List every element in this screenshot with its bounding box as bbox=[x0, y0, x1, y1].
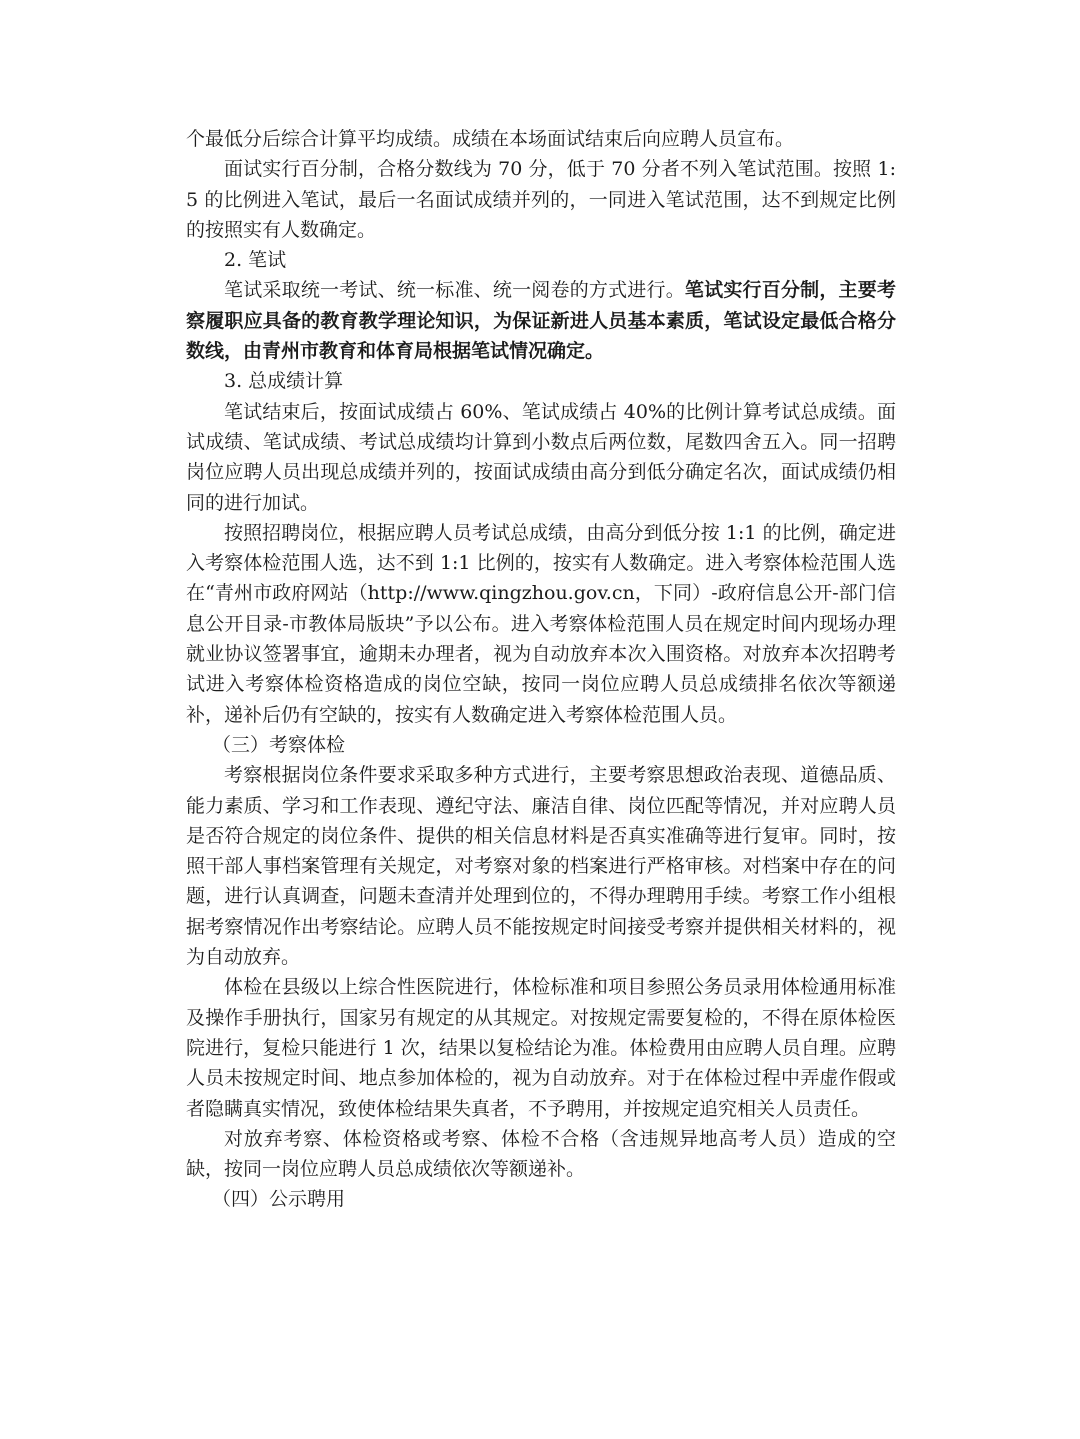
written-exam-method: 笔试采取统一考试、统一标准、统一阅卷的方式进行。 bbox=[224, 279, 685, 302]
heading-publicity-hiring: （四）公示聘用 bbox=[212, 1188, 346, 1211]
paragraph-inspection-candidates: 按照招聘岗位，根据应聘人员考试总成绩，由高分到低分按 1:1 的比例，确定进入考察体检范围人选，达不到 1:1 比例的，按实有人数确定。进入考察体检范围人选在“青州市政府网站（http://www.qingzhou.gov.cn，下同）-政府信息公开-部门信息公开目录-市教体局版块”予以公布。进入考察体检范围人员在规定时间内现场办理就业协议签署事宜，逾期未办理者，视为自动放弃本次入围资格。对放弃本次招聘考试进入考察体检资格造成的岗位空缺，按同一岗位应聘人员总成绩排名依次等额递补，递补后仍有空缺的，按实有人数确定进入考察体检范围人员。 bbox=[186, 521, 896, 726]
paragraph-medical-exam: 体检在县级以上综合性医院进行，体检标准和项目参照公务员录用体检通用标准及操作手册执行，国家另有规定的从其规定。对按规定需要复检的，不得在原体检医院进行，复检只能进行 1 次，结果以复检结论为准。体检费用由应聘人员自理。应聘人员未按规定时间、地点参加体检的，视为自动放弃。对于在体检过程中弄虚作假或者隐瞒真实情况，致使体检结果失真者，不予聘用，并按规定追究相关人员责任。 bbox=[186, 976, 896, 1120]
paragraph-total-score: 笔试结束后，按面试成绩占 60%、笔试成绩占 40%的比例计算考试总成绩。面试成绩、笔试成绩、考试总成绩均计算到小数点后两位数，尾数四舍五入。同一招聘岗位应聘人员出现总成绩并列的，按面试成绩由高分到低分确定名次，面试成绩仍相同的进行加试。 bbox=[186, 400, 896, 514]
paragraph-inspection: 考察根据岗位条件要求采取多种方式进行，主要考察思想政治表现、道德品质、能力素质、学习和工作表现、遵纪守法、廉洁自律、岗位匹配等情况，并对应聘人员是否符合规定的岗位条件、提供的相关信息材料是否真实准确等进行复审。同时，按照干部人事档案管理有关规定，对考察对象的档案进行严格审核。对档案中存在的问题，进行认真调查，问题未查清并处理到位的，不得办理聘用手续。考察工作小组根据考察情况作出考察结论。应聘人员不能按规定时间接受考察并提供相关材料的，视为自动放弃。 bbox=[186, 764, 896, 969]
heading-total-score: 3. 总成绩计算 bbox=[224, 370, 344, 393]
paragraph-vacancy-fill: 对放弃考察、体检资格或考察、体检不合格（含违规异地高考人员）造成的空缺，按同一岗位应聘人员总成绩依次等额递补。 bbox=[186, 1127, 896, 1181]
heading-written-exam: 2. 笔试 bbox=[224, 249, 287, 272]
paragraph-interview-average: 个最低分后综合计算平均成绩。成绩在本场面试结束后向应聘人员宣布。 bbox=[186, 128, 795, 150]
paragraph-written-exam bbox=[186, 275, 896, 366]
paragraph-interview-scoring: 面试实行百分制，合格分数线为 70 分，低于 70 分者不列入笔试范围。按照 1:5 的比例进入笔试，最后一名面试成绩并列的，一同进入笔试范围，达不到规定比例的按照实有人数确定。 bbox=[186, 158, 896, 241]
document-page bbox=[186, 124, 896, 1215]
written-exam-bold-note: 笔试实行百分制，主要考察履职应具备的教育教学理论知识，为保证新进人员基本素质，笔试设定最低合格分数线，由青州市教育和体育局根据笔试情况确定。 bbox=[186, 279, 896, 363]
heading-inspection-medical: （三）考察体检 bbox=[212, 733, 346, 756]
